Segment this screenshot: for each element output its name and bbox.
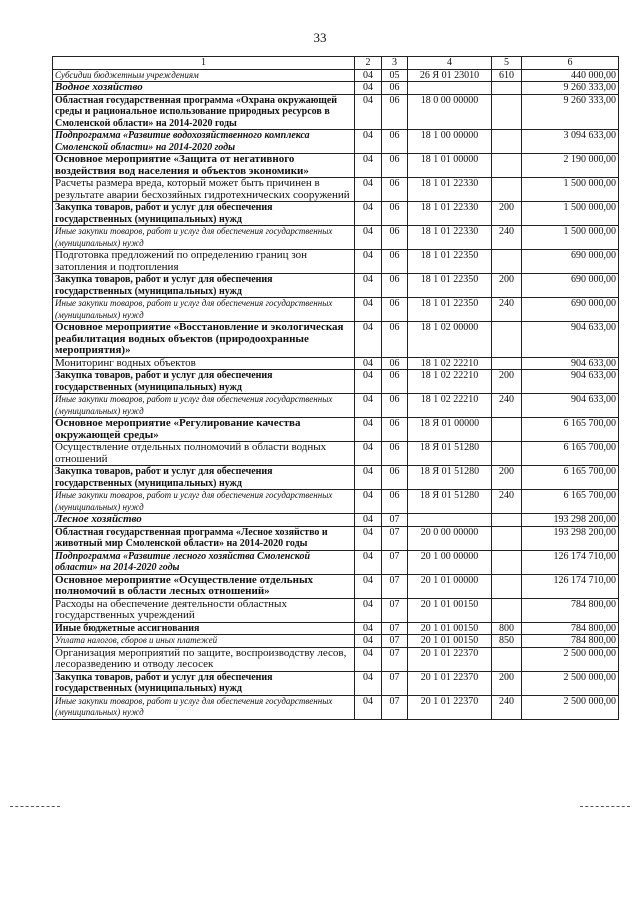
row-subsection-code: 07 <box>382 647 408 671</box>
col-header-6: 6 <box>522 57 619 70</box>
table-row <box>53 250 619 274</box>
table-row <box>53 94 619 130</box>
row-description: Основное мероприятие «Восстановление и экологическая реабилитация водных объектов (природоохранные мероприятия)» <box>53 322 355 358</box>
row-section-code: 04 <box>355 514 382 527</box>
row-subsection-code: 07 <box>382 695 408 719</box>
row-section-code: 04 <box>355 671 382 695</box>
row-section-code: 04 <box>355 526 382 550</box>
row-description: Иные закупки товаров, работ и услуг для обеспечения государственных (муниципальных) нужд <box>53 490 355 514</box>
row-target-code: 18 1 00 00000 <box>408 130 492 154</box>
row-expense-type: 240 <box>492 298 522 322</box>
budget-table <box>52 56 619 720</box>
row-subsection-code: 07 <box>382 622 408 635</box>
row-description: Иные бюджетные ассигнования <box>53 622 355 635</box>
row-description: Иные закупки товаров, работ и услуг для обеспечения государственных (муниципальных) нужд <box>53 695 355 719</box>
row-amount: 784 800,00 <box>522 622 619 635</box>
row-target-code: 18 Я 01 00000 <box>408 418 492 442</box>
row-section-code: 04 <box>355 647 382 671</box>
row-subsection-code: 07 <box>382 598 408 622</box>
row-target-code: 18 1 02 00000 <box>408 322 492 358</box>
row-expense-type: 240 <box>492 490 522 514</box>
row-amount: 1 500 000,00 <box>522 226 619 250</box>
row-expense-type <box>492 94 522 130</box>
row-expense-type: 850 <box>492 635 522 648</box>
row-section-code: 04 <box>355 322 382 358</box>
row-target-code: 20 1 01 00150 <box>408 622 492 635</box>
row-description: Мониторинг водных объектов <box>53 357 355 370</box>
row-section-code: 04 <box>355 298 382 322</box>
row-expense-type: 240 <box>492 226 522 250</box>
row-amount: 193 298 200,00 <box>522 526 619 550</box>
row-target-code: 20 1 01 00150 <box>408 598 492 622</box>
table-row <box>53 154 619 178</box>
row-amount: 690 000,00 <box>522 298 619 322</box>
row-description: Лесное хозяйство <box>53 514 355 527</box>
row-target-code: 18 1 02 22210 <box>408 370 492 394</box>
row-amount: 690 000,00 <box>522 250 619 274</box>
table-row <box>53 69 619 82</box>
row-amount: 904 633,00 <box>522 357 619 370</box>
table-row <box>53 442 619 466</box>
row-description: Иные закупки товаров, работ и услуг для обеспечения государственных (муниципальных) нужд <box>53 298 355 322</box>
row-description: Осуществление отдельных полномочий в области водных отношений <box>53 442 355 466</box>
table-row <box>53 370 619 394</box>
row-description: Подпрограмма «Развитие лесного хозяйства Смоленской области» на 2014-2020 годы <box>53 550 355 574</box>
row-target-code: 20 1 01 00150 <box>408 635 492 648</box>
row-amount: 2 190 000,00 <box>522 154 619 178</box>
row-target-code: 18 1 01 22330 <box>408 202 492 226</box>
row-expense-type <box>492 178 522 202</box>
row-target-code: 18 1 02 22210 <box>408 357 492 370</box>
row-description: Подпрограмма «Развитие водохозяйственного комплекса Смоленской области» на 2014-2020 годы <box>53 130 355 154</box>
table-row <box>53 202 619 226</box>
row-subsection-code: 07 <box>382 574 408 598</box>
row-subsection-code: 07 <box>382 671 408 695</box>
col-header-5: 5 <box>492 57 522 70</box>
row-amount: 904 633,00 <box>522 394 619 418</box>
row-expense-type <box>492 130 522 154</box>
row-target-code: 18 1 01 22330 <box>408 226 492 250</box>
row-target-code: 20 1 01 00000 <box>408 574 492 598</box>
row-description: Иные закупки товаров, работ и услуг для обеспечения государственных (муниципальных) нужд <box>53 394 355 418</box>
table-row <box>53 598 619 622</box>
row-subsection-code: 06 <box>382 94 408 130</box>
row-subsection-code: 06 <box>382 226 408 250</box>
table-row <box>53 130 619 154</box>
row-section-code: 04 <box>355 274 382 298</box>
row-target-code: 18 0 00 00000 <box>408 94 492 130</box>
row-target-code: 18 Я 01 51280 <box>408 466 492 490</box>
row-description: Областная государственная программа «Охрана окружающей среды и рациональное использование природных ресурсов в Смоленской области» на 2014-2020 годы <box>53 94 355 130</box>
table-row <box>53 671 619 695</box>
row-expense-type <box>492 82 522 95</box>
row-expense-type <box>492 598 522 622</box>
row-section-code: 04 <box>355 394 382 418</box>
table-row <box>53 418 619 442</box>
row-description: Закупка товаров, работ и услуг для обеспечения государственных (муниципальных) нужд <box>53 466 355 490</box>
row-amount: 904 633,00 <box>522 322 619 358</box>
row-expense-type <box>492 647 522 671</box>
table-row <box>53 647 619 671</box>
row-description: Закупка товаров, работ и услуг для обеспечения государственных (муниципальных) нужд <box>53 202 355 226</box>
row-section-code: 04 <box>355 69 382 82</box>
row-subsection-code: 06 <box>382 322 408 358</box>
row-expense-type: 200 <box>492 370 522 394</box>
row-amount: 1 500 000,00 <box>522 178 619 202</box>
col-header-1: 1 <box>53 57 355 70</box>
row-expense-type <box>492 514 522 527</box>
table-row <box>53 695 619 719</box>
row-amount: 9 260 333,00 <box>522 94 619 130</box>
table-row <box>53 466 619 490</box>
row-subsection-code: 06 <box>382 466 408 490</box>
row-amount: 6 165 700,00 <box>522 466 619 490</box>
row-section-code: 04 <box>355 550 382 574</box>
row-amount: 2 500 000,00 <box>522 695 619 719</box>
margin-dash-right <box>580 806 630 807</box>
row-subsection-code: 07 <box>382 550 408 574</box>
row-expense-type: 240 <box>492 695 522 719</box>
row-section-code: 04 <box>355 202 382 226</box>
row-expense-type <box>492 154 522 178</box>
row-subsection-code: 06 <box>382 82 408 95</box>
row-subsection-code: 06 <box>382 370 408 394</box>
row-description: Основное мероприятие «Регулирование качества окружающей среды» <box>53 418 355 442</box>
row-subsection-code: 06 <box>382 178 408 202</box>
table-row <box>53 526 619 550</box>
row-description: Расчеты размера вреда, который может быть причинен в результате аварии бесхозяйных гидротехнических сооружений <box>53 178 355 202</box>
table-row <box>53 514 619 527</box>
row-subsection-code: 06 <box>382 357 408 370</box>
row-target-code: 18 1 01 22330 <box>408 178 492 202</box>
col-header-3: 3 <box>382 57 408 70</box>
row-expense-type <box>492 250 522 274</box>
row-subsection-code: 07 <box>382 635 408 648</box>
row-amount: 690 000,00 <box>522 274 619 298</box>
row-section-code: 04 <box>355 250 382 274</box>
row-subsection-code: 06 <box>382 274 408 298</box>
table-row <box>53 394 619 418</box>
row-description: Подготовка предложений по определению границ зон затопления и подтопления <box>53 250 355 274</box>
row-subsection-code: 06 <box>382 250 408 274</box>
row-target-code: 20 0 00 00000 <box>408 526 492 550</box>
row-section-code: 04 <box>355 154 382 178</box>
row-amount: 193 298 200,00 <box>522 514 619 527</box>
row-expense-type <box>492 442 522 466</box>
row-expense-type: 200 <box>492 671 522 695</box>
row-subsection-code: 06 <box>382 298 408 322</box>
row-amount: 126 174 710,00 <box>522 550 619 574</box>
row-expense-type <box>492 526 522 550</box>
row-section-code: 04 <box>355 130 382 154</box>
row-description: Закупка товаров, работ и услуг для обеспечения государственных (муниципальных) нужд <box>53 671 355 695</box>
row-target-code: 18 1 01 22350 <box>408 274 492 298</box>
row-amount: 6 165 700,00 <box>522 490 619 514</box>
row-subsection-code: 05 <box>382 69 408 82</box>
row-subsection-code: 07 <box>382 526 408 550</box>
row-amount: 6 165 700,00 <box>522 442 619 466</box>
row-subsection-code: 06 <box>382 202 408 226</box>
table-row <box>53 550 619 574</box>
row-amount: 1 500 000,00 <box>522 202 619 226</box>
row-amount: 440 000,00 <box>522 69 619 82</box>
row-section-code: 04 <box>355 442 382 466</box>
row-section-code: 04 <box>355 574 382 598</box>
row-amount: 2 500 000,00 <box>522 647 619 671</box>
row-subsection-code: 06 <box>382 490 408 514</box>
row-target-code: 20 1 01 22370 <box>408 671 492 695</box>
row-amount: 6 165 700,00 <box>522 418 619 442</box>
row-target-code: 20 1 00 00000 <box>408 550 492 574</box>
row-section-code: 04 <box>355 695 382 719</box>
row-section-code: 04 <box>355 178 382 202</box>
row-section-code: 04 <box>355 226 382 250</box>
row-expense-type <box>492 357 522 370</box>
table-row <box>53 82 619 95</box>
row-subsection-code: 06 <box>382 442 408 466</box>
row-description: Расходы на обеспечение деятельности областных государственных учреждений <box>53 598 355 622</box>
table-row <box>53 274 619 298</box>
table-row <box>53 357 619 370</box>
row-amount: 784 800,00 <box>522 598 619 622</box>
row-subsection-code: 06 <box>382 130 408 154</box>
col-header-4: 4 <box>408 57 492 70</box>
row-expense-type: 610 <box>492 69 522 82</box>
page-number: 33 <box>313 30 327 45</box>
row-expense-type <box>492 550 522 574</box>
row-section-code: 04 <box>355 82 382 95</box>
row-section-code: 04 <box>355 598 382 622</box>
row-subsection-code: 06 <box>382 418 408 442</box>
row-section-code: 04 <box>355 370 382 394</box>
row-expense-type: 800 <box>492 622 522 635</box>
row-section-code: 04 <box>355 635 382 648</box>
table-row <box>53 622 619 635</box>
row-expense-type: 200 <box>492 202 522 226</box>
row-target-code <box>408 82 492 95</box>
row-description: Основное мероприятие «Осуществление отдельных полномочий в области лесных отношений» <box>53 574 355 598</box>
row-amount: 784 800,00 <box>522 635 619 648</box>
table-row <box>53 322 619 358</box>
row-description: Организация мероприятий по защите, воспроизводству лесов, лесоразведению и отводу лесосек <box>53 647 355 671</box>
row-target-code: 20 1 01 22370 <box>408 695 492 719</box>
row-section-code: 04 <box>355 418 382 442</box>
table-row <box>53 635 619 648</box>
row-description: Закупка товаров, работ и услуг для обеспечения государственных (муниципальных) нужд <box>53 370 355 394</box>
row-target-code: 18 Я 01 51280 <box>408 442 492 466</box>
table-row <box>53 574 619 598</box>
row-description: Основное мероприятие «Защита от негативного воздействия вод населения и объектов экономики» <box>53 154 355 178</box>
row-target-code: 18 1 01 22350 <box>408 298 492 322</box>
row-target-code <box>408 514 492 527</box>
row-section-code: 04 <box>355 622 382 635</box>
table-row <box>53 298 619 322</box>
row-target-code: 20 1 01 22370 <box>408 647 492 671</box>
row-description: Областная государственная программа «Лесное хозяйство и животный мир Смоленской области» на 2014-2020 годы <box>53 526 355 550</box>
table-row <box>53 178 619 202</box>
row-amount: 126 174 710,00 <box>522 574 619 598</box>
row-target-code: 18 1 01 00000 <box>408 154 492 178</box>
row-expense-type <box>492 418 522 442</box>
row-subsection-code: 06 <box>382 394 408 418</box>
row-target-code: 18 1 02 22210 <box>408 394 492 418</box>
row-description: Иные закупки товаров, работ и услуг для обеспечения государственных (муниципальных) нужд <box>53 226 355 250</box>
row-description: Уплата налогов, сборов и иных платежей <box>53 635 355 648</box>
row-expense-type <box>492 574 522 598</box>
row-target-code: 26 Я 01 23010 <box>408 69 492 82</box>
col-header-2: 2 <box>355 57 382 70</box>
table-row <box>53 226 619 250</box>
row-amount: 9 260 333,00 <box>522 82 619 95</box>
row-expense-type: 200 <box>492 274 522 298</box>
row-target-code: 18 Я 01 51280 <box>408 490 492 514</box>
margin-dash-left <box>10 806 60 807</box>
row-section-code: 04 <box>355 94 382 130</box>
row-amount: 3 094 633,00 <box>522 130 619 154</box>
row-description: Субсидии бюджетным учреждениям <box>53 69 355 82</box>
row-amount: 904 633,00 <box>522 370 619 394</box>
table-row <box>53 490 619 514</box>
row-expense-type: 200 <box>492 466 522 490</box>
row-description: Закупка товаров, работ и услуг для обеспечения государственных (муниципальных) нужд <box>53 274 355 298</box>
row-amount: 2 500 000,00 <box>522 671 619 695</box>
row-section-code: 04 <box>355 490 382 514</box>
row-section-code: 04 <box>355 466 382 490</box>
row-section-code: 04 <box>355 357 382 370</box>
row-subsection-code: 07 <box>382 514 408 527</box>
row-target-code: 18 1 01 22350 <box>408 250 492 274</box>
row-expense-type <box>492 322 522 358</box>
row-description: Водное хозяйство <box>53 82 355 95</box>
row-subsection-code: 06 <box>382 154 408 178</box>
header-row <box>53 57 619 70</box>
row-expense-type: 240 <box>492 394 522 418</box>
